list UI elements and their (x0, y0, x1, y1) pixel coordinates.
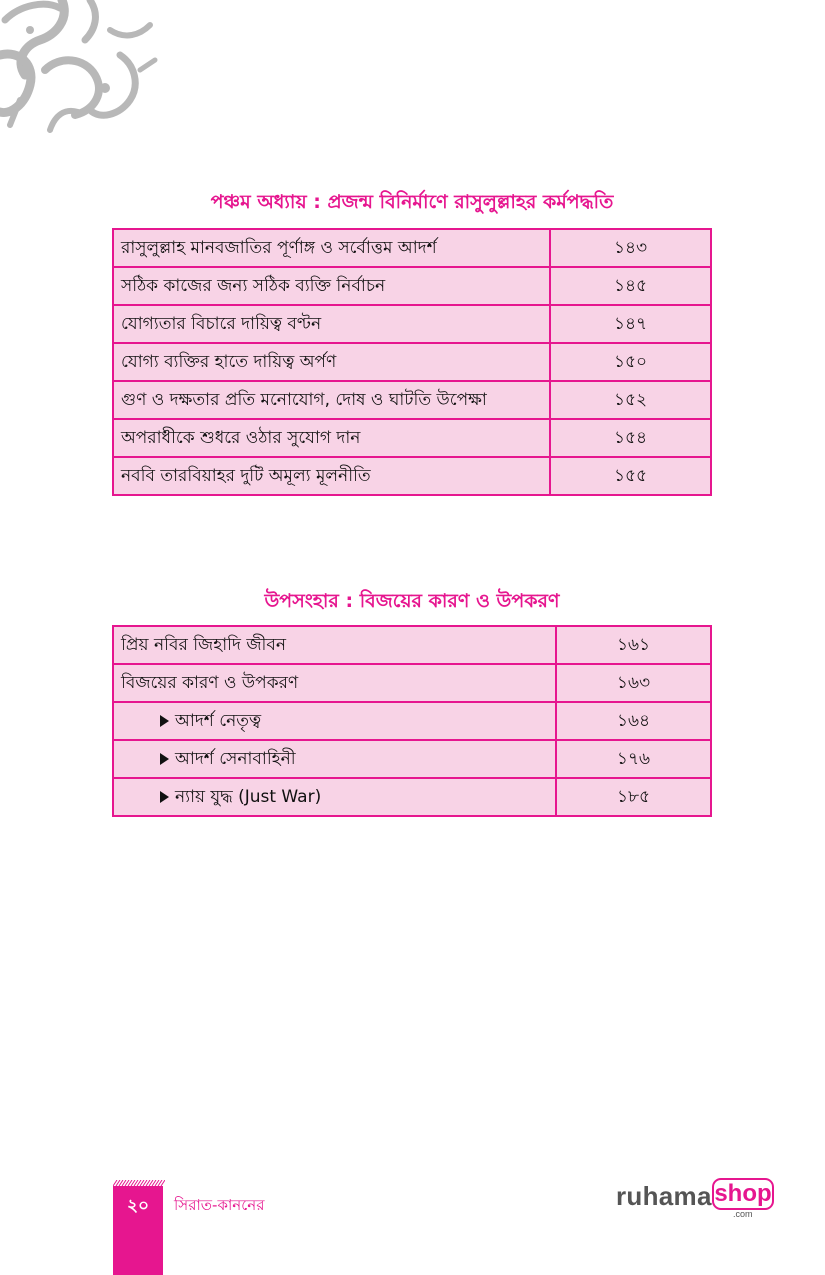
logo-wordmark: ruhama (616, 1181, 712, 1211)
toc-entry-title: যোগ্য ব্যক্তির হাতে দায়িত্ব অর্পণ (113, 343, 550, 381)
toc-entry-page: ১৫০ (550, 343, 711, 381)
triangle-right-icon (160, 715, 169, 727)
toc-entry-page: ১৪৫ (550, 267, 711, 305)
toc-entry-page: ১৬৪ (556, 702, 711, 740)
toc-subentry (113, 702, 556, 740)
toc-row (113, 229, 711, 267)
toc-entry-page: ১৬১ (556, 626, 711, 664)
toc-row (113, 381, 711, 419)
toc-entry-title: গুণ ও দক্ষতার প্রতি মনোযোগ, দোষ ও ঘাটতি উপেক্ষা (113, 381, 550, 419)
logo-badge: shop (712, 1178, 774, 1210)
running-head: সিরাত-কাননের (174, 1196, 265, 1214)
toc-row (113, 343, 711, 381)
toc-entry-page: ১৮৫ (556, 778, 711, 816)
toc-row (113, 778, 711, 816)
toc-row (113, 419, 711, 457)
toc-entry-title: বিজয়ের কারণ ও উপকরণ (113, 664, 556, 702)
conclusion-title: উপসংহার : বিজয়ের কারণ ও উপকরণ (264, 590, 560, 612)
toc-entry-title: নববি তারবিয়াহর দুটি অমূল্য মূলনীতি (113, 457, 550, 495)
toc-entry-page: ১৪৭ (550, 305, 711, 343)
chapter-5-toc-table (112, 228, 712, 496)
toc-entry-page: ১৬৩ (556, 664, 711, 702)
toc-entry-title: আদর্শ নেতৃত্ব (175, 711, 262, 731)
ruhamashop-logo (616, 1178, 776, 1222)
toc-row (113, 626, 711, 664)
conclusion-toc-table (112, 625, 712, 817)
toc-row (113, 664, 711, 702)
toc-row (113, 267, 711, 305)
toc-row (113, 305, 711, 343)
toc-subentry (113, 778, 556, 816)
toc-entry-title: যোগ্যতার বিচারে দায়িত্ব বণ্টন (113, 305, 550, 343)
logo-suffix: .com (733, 1209, 753, 1219)
toc-row (113, 702, 711, 740)
toc-entry-title: ন্যায় যুদ্ধ (Just War) (175, 787, 322, 807)
toc-entry-title: আদর্শ সেনাবাহিনী (175, 749, 296, 769)
toc-entry-title: প্রিয় নবির জিহাদি জীবন (113, 626, 556, 664)
toc-entry-page: ১৫২ (550, 381, 711, 419)
triangle-right-icon (160, 791, 169, 803)
toc-entry-page: ১৫৪ (550, 419, 711, 457)
toc-entry-title: রাসুলুল্লাহ মানবজাতির পূর্ণাঙ্গ ও সর্বোত্তম আদর্শ (113, 229, 550, 267)
toc-entry-page: ১৫৫ (550, 457, 711, 495)
page-number: ২০ (126, 1196, 150, 1216)
toc-entry-page: ১৪৩ (550, 229, 711, 267)
arabic-calligraphy-icon (0, 0, 160, 135)
toc-subentry (113, 740, 556, 778)
triangle-right-icon (160, 753, 169, 765)
toc-row (113, 740, 711, 778)
toc-entry-title: অপরাধীকে শুধরে ওঠার সুযোগ দান (113, 419, 550, 457)
toc-entry-page: ১৭৬ (556, 740, 711, 778)
toc-entry-title: সঠিক কাজের জন্য সঠিক ব্যক্তি নির্বাচন (113, 267, 550, 305)
chapter-5-title: পঞ্চম অধ্যায় : প্রজন্ম বিনির্মাণে রাসুলুল্লাহর কর্মপদ্ধতি (210, 191, 614, 213)
toc-row (113, 457, 711, 495)
